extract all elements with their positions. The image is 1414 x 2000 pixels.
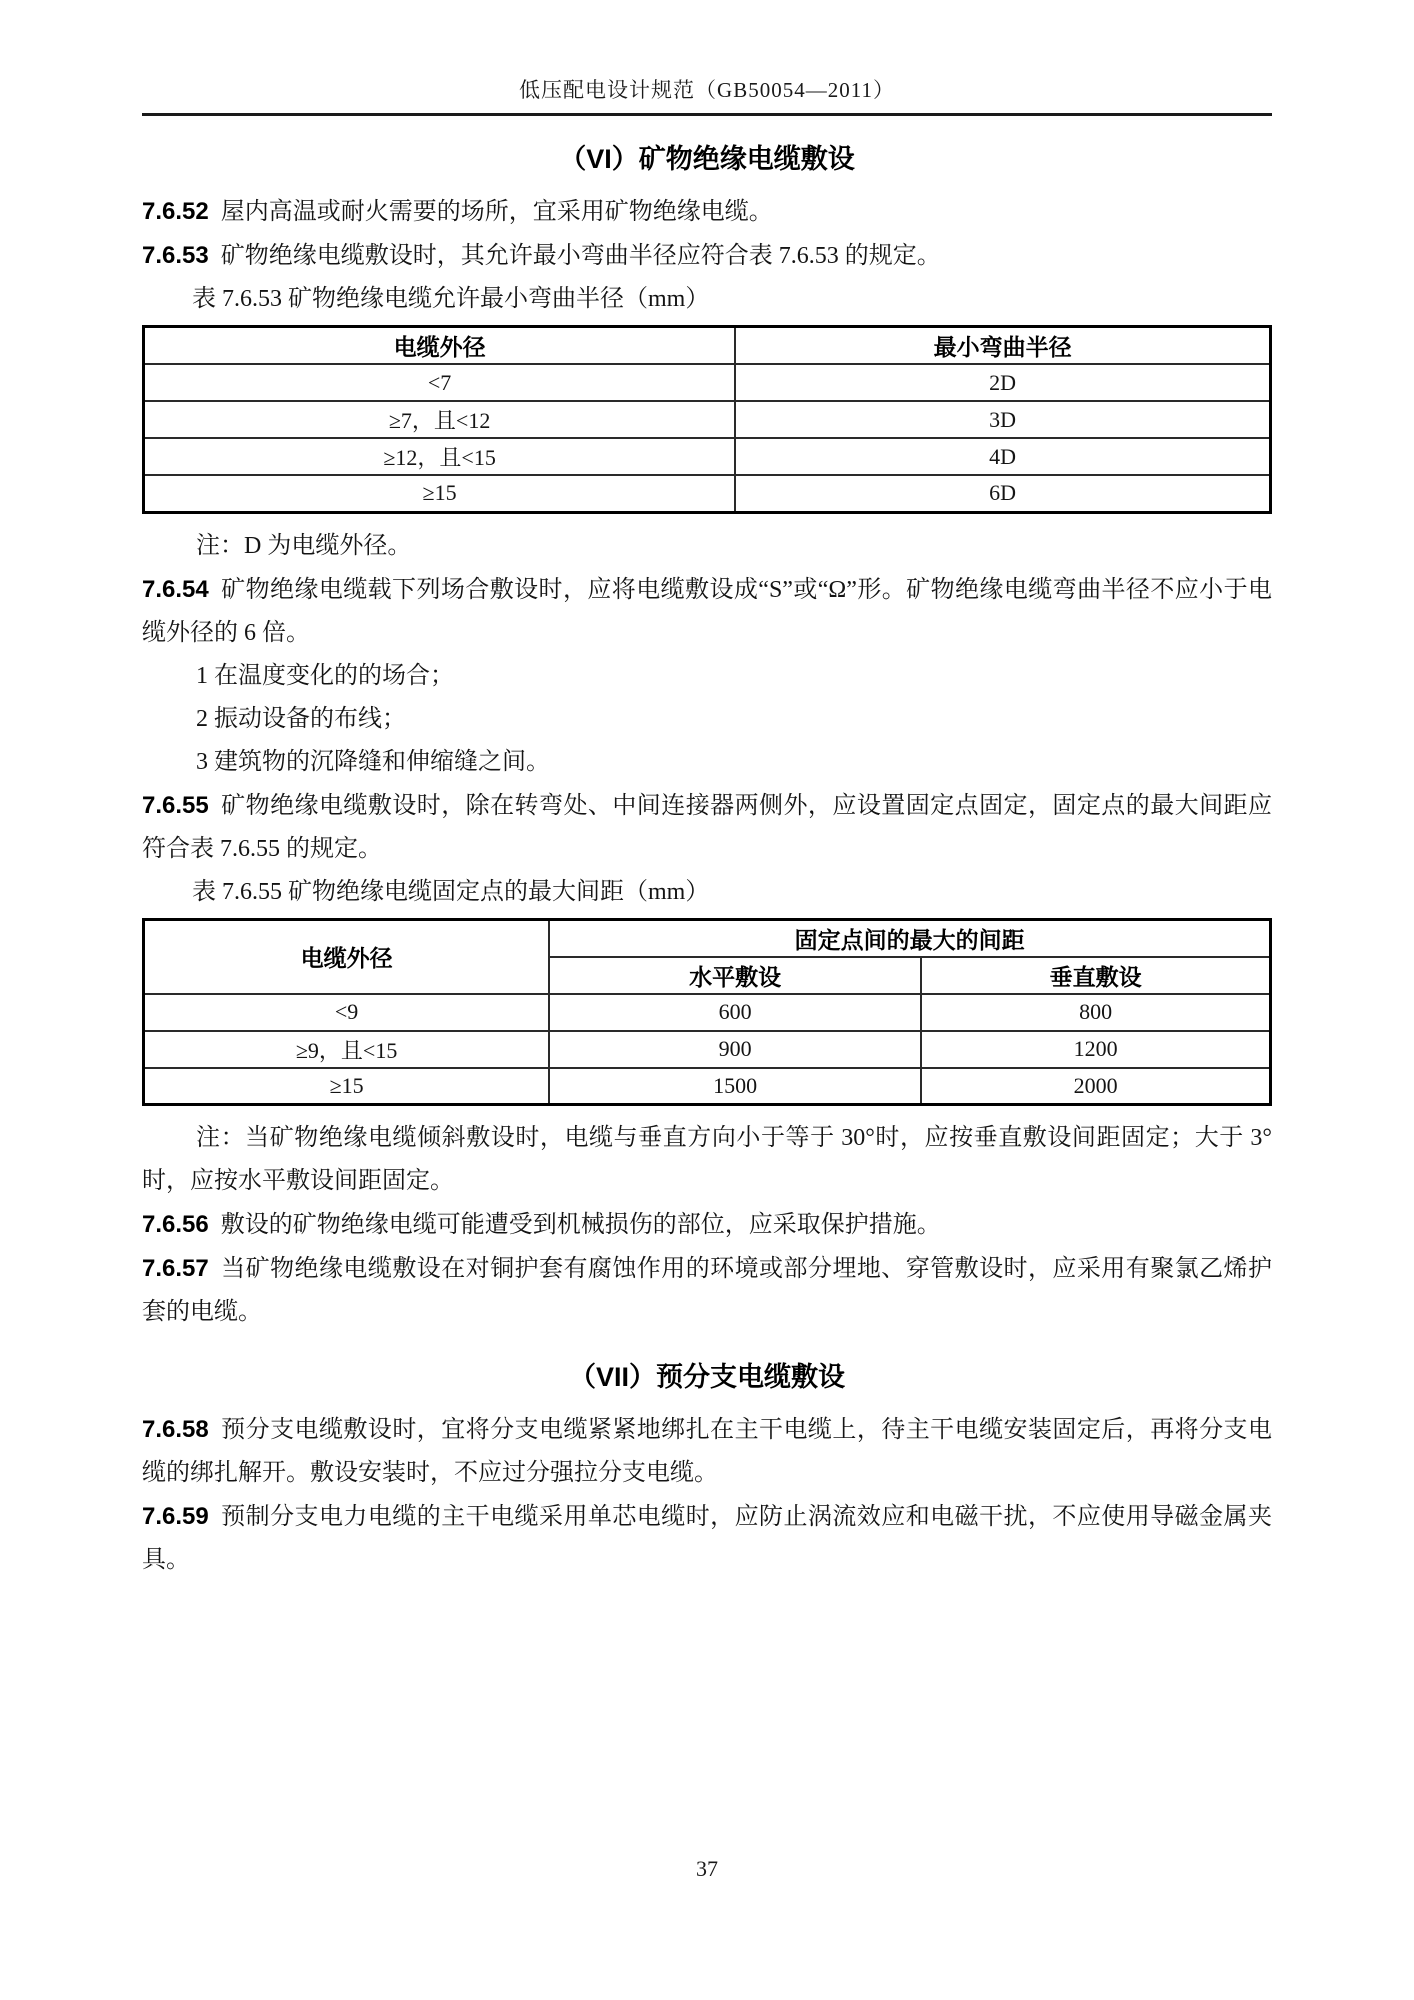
table-row <box>144 1068 1271 1105</box>
clause-7-6-52 <box>142 190 1272 234</box>
clause-7-6-54 <box>142 568 1272 655</box>
table-7-6-53-caption: 表 7.6.53 矿物绝缘电缆允许最小弯曲半径（mm） <box>192 286 710 312</box>
table-cell: ≥15 <box>144 475 736 512</box>
clause-7-6-55 <box>142 784 1272 871</box>
table-header-group-cell: 固定点间的最大的间距 <box>549 919 1270 957</box>
table-cell: 1500 <box>549 1068 921 1105</box>
clause-text: 预制分支电力电缆的主干电缆采用单芯电缆时，应防止涡流效应和电磁干扰，不应使用导磁金属夹具。 <box>142 1504 1272 1573</box>
table-7-6-55-caption: 表 7.6.55 矿物绝缘电缆固定点的最大间距（mm） <box>192 878 710 905</box>
table-cell: 2D <box>735 364 1270 401</box>
clause-number: 7.6.53 <box>142 242 209 269</box>
clause-7-6-53 <box>142 234 1272 278</box>
clause-text: 矿物绝缘电缆敷设时，除在转弯处、中间连接器两侧外，应设置固定点固定，固定点的最大间距应符合表 7.6.55 的规定。 <box>142 792 1272 862</box>
table-header-row <box>144 919 1271 957</box>
clause-number: 7.6.59 <box>142 1503 209 1530</box>
clause-7-6-58 <box>142 1408 1272 1495</box>
table-7-6-53 <box>142 325 1272 514</box>
clause-text: 矿物绝缘电缆载下列场合敷设时，应将电缆敷设成“S”或“Ω”形。矿物绝缘电缆弯曲半径不应小于电缆外径的 6 倍。 <box>142 576 1272 646</box>
table-header-cell: 电缆外径 <box>144 919 550 994</box>
table-header-cell: 最小弯曲半径 <box>735 327 1270 365</box>
list-item-1: 1 在温度变化的的场合； <box>196 662 454 689</box>
table-cell: <9 <box>144 994 550 1031</box>
table-header-cell: 水平敷设 <box>549 957 921 994</box>
table-7-6-53-note: 注：D 为电缆外径。 <box>196 532 412 559</box>
table-row <box>144 475 1271 512</box>
table-row <box>144 438 1271 475</box>
clause-text: 敷设的矿物绝缘电缆可能遭受到机械损伤的部位，应采取保护措施。 <box>220 1212 941 1238</box>
table-cell: ≥12，且<15 <box>144 438 736 475</box>
table-7-6-55 <box>142 918 1272 1107</box>
table-row <box>144 1031 1271 1068</box>
table-cell: 800 <box>921 994 1270 1031</box>
table-cell: 3D <box>735 401 1270 438</box>
clause-number: 7.6.52 <box>142 198 209 225</box>
clause-number: 7.6.54 <box>142 575 209 603</box>
clause-number: 7.6.55 <box>142 791 209 819</box>
table-cell: 2000 <box>921 1068 1270 1105</box>
table-7-6-55-note: 注：当矿物绝缘电缆倾斜敷设时，电缆与垂直方向小于等于 30°时，应按垂直敷设间距固定；大于 3°时，应按水平敷设间距固定。 <box>142 1125 1272 1194</box>
clause-number: 7.6.57 <box>142 1255 209 1282</box>
clause-text: 预分支电缆敷设时，宜将分支电缆紧紧地绑扎在主干电缆上，待主干电缆安装固定后，再将分支电缆的绑扎解开。敷设安装时，不应过分强拉分支电缆。 <box>142 1417 1272 1486</box>
table-cell: 600 <box>549 994 921 1031</box>
clause-7-6-56 <box>142 1203 1272 1247</box>
section-vii-heading: （VII）预分支电缆敷设 <box>568 1362 845 1392</box>
table-cell: ≥7，且<12 <box>144 401 736 438</box>
table-cell: 1200 <box>921 1031 1270 1068</box>
clause-number: 7.6.56 <box>142 1211 209 1238</box>
clause-7-6-57 <box>142 1247 1272 1334</box>
table-row <box>144 401 1271 438</box>
page-number: 37 <box>696 1856 718 1881</box>
table-cell: <7 <box>144 364 736 401</box>
clause-7-6-59 <box>142 1495 1272 1582</box>
table-cell: 6D <box>735 475 1270 512</box>
table-cell: 900 <box>549 1031 921 1068</box>
header-rule <box>142 113 1272 116</box>
list-item-3: 3 建筑物的沉降缝和伸缩缝之间。 <box>196 748 550 775</box>
clause-text: 当矿物绝缘电缆敷设在对铜护套有腐蚀作用的环境或部分埋地、穿管敷设时，应采用有聚氯乙烯护套的电缆。 <box>142 1256 1272 1325</box>
table-header-cell: 垂直敷设 <box>921 957 1270 994</box>
table-header-row <box>144 327 1271 365</box>
table-cell: ≥9，且<15 <box>144 1031 550 1068</box>
section-vi-heading: （VI）矿物绝缘电缆敷设 <box>559 144 855 174</box>
table-cell: 4D <box>735 438 1270 475</box>
running-header: 低压配电设计规范（GB50054—2011） <box>519 78 895 102</box>
table-header-cell: 电缆外径 <box>144 327 736 365</box>
table-row <box>144 994 1271 1031</box>
clause-text: 矿物绝缘电缆敷设时，其允许最小弯曲半径应符合表 7.6.53 的规定。 <box>220 243 941 269</box>
table-row <box>144 364 1271 401</box>
clause-number: 7.6.58 <box>142 1416 209 1443</box>
list-item-2: 2 振动设备的布线； <box>196 705 406 732</box>
table-cell: ≥15 <box>144 1068 550 1105</box>
clause-text: 屋内高温或耐火需要的场所，宜采用矿物绝缘电缆。 <box>220 199 773 225</box>
